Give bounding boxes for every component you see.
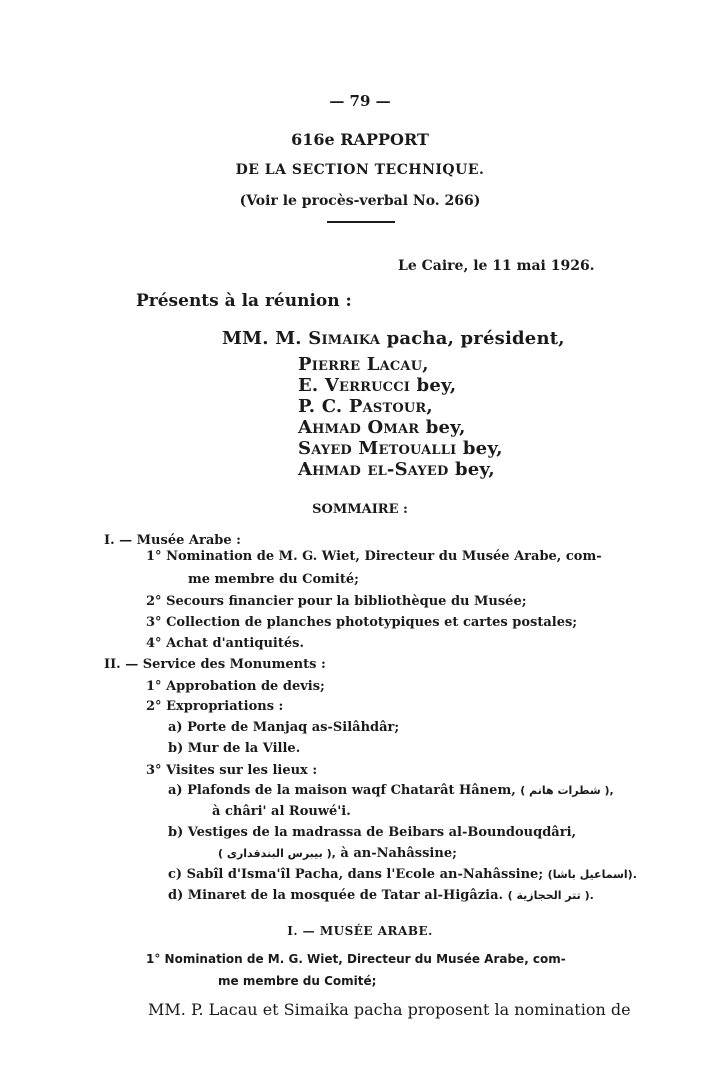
page-number: — 79 — (329, 92, 391, 110)
sommaire-item: 1° Approbation de devis; (146, 679, 325, 694)
sommaire-item: 2° Expropriations : (146, 699, 284, 714)
sommaire-subitem: b) Mur de la Ville. (168, 741, 301, 756)
member-line-1: MM. M. Simaika pacha, président, (222, 328, 565, 349)
member-line-7: Ahmad el-Sayed bey, (298, 459, 495, 480)
sommaire-subitem: c) Sabîl d'Isma'îl Pacha, dans l'Ecole an-Nahâssine; (اسماعيل باشا). (168, 867, 637, 882)
member-line-6: Sayed Metoualli bey, (298, 438, 503, 459)
section-heading: I. — MUSÉE ARABE. (287, 924, 433, 938)
body-paragraph: MM. P. Lacau et Simaika pacha proposent la nomination de (148, 1000, 631, 1019)
sommaire-title: SOMMAIRE : (312, 502, 408, 517)
sommaire-item: 3° Visites sur les lieux : (146, 763, 318, 778)
sommaire-item: 3° Collection de planches phototypiques et cartes postales; (146, 615, 578, 630)
item-heading-cont: me membre du Comité; (218, 974, 377, 988)
sommaire-item: 1° Nomination de M. G. Wiet, Directeur du Musée Arabe, com- (146, 549, 602, 564)
item-heading: 1° Nomination de M. G. Wiet, Directeur du Musée Arabe, com- (146, 952, 566, 966)
sommaire-item-cont: me membre du Comité; (188, 572, 359, 587)
sommaire-subitem-cont: à châri' al Rouwé'i. (212, 804, 351, 819)
report-note: (Voir le procès-verbal No. 266) (239, 193, 481, 209)
sommaire-section-2: II. — Service des Monuments : (104, 657, 326, 672)
report-subtitle: DE LA SECTION TECHNIQUE. (235, 162, 485, 178)
member-line-5: Ahmad Omar bey, (298, 417, 466, 438)
arabic-text: (اسماعيل باشا). (547, 868, 637, 881)
arabic-text: ( بيبرس البندقدارى ), (218, 847, 336, 860)
arabic-text: ( تتر الحجازية ). (507, 889, 594, 902)
sommaire-subitem-cont: ( بيبرس البندقدارى ), à an-Nahâssine; (218, 846, 457, 861)
member-line-2: Pierre Lacau, (298, 354, 429, 375)
sommaire-item: 4° Achat d'antiquités. (146, 636, 304, 651)
sommaire-item: 2° Secours financier pour la bibliothèque du Musée; (146, 594, 527, 609)
sommaire-subitem: a) Plafonds de la maison waqf Chatarât Hânem, ( شطرات هانم ), (168, 783, 614, 798)
place-date: Le Caire, le 11 mai 1926. (398, 258, 595, 274)
member-line-4: P. C. Pastour, (298, 396, 433, 417)
arabic-text: ( شطرات هانم ), (520, 784, 614, 797)
sommaire-subitem: d) Minaret de la mosquée de Tatar al-Higâzia. ( تتر الحجازية ). (168, 888, 594, 903)
members-prefix: MM. (222, 328, 269, 349)
sommaire-subitem: b) Vestiges de la madrassa de Beibars al-Boundouqdâri, (168, 825, 577, 840)
sommaire-subitem: a) Porte de Manjaq as-Silâhdâr; (168, 720, 400, 735)
header-rule (327, 221, 395, 223)
presents-label: Présents à la réunion : (136, 291, 352, 311)
member-line-3: E. Verrucci bey, (298, 375, 457, 396)
report-title: 616e RAPPORT (291, 130, 429, 149)
sommaire-section-1: I. — Musée Arabe : (104, 533, 241, 548)
